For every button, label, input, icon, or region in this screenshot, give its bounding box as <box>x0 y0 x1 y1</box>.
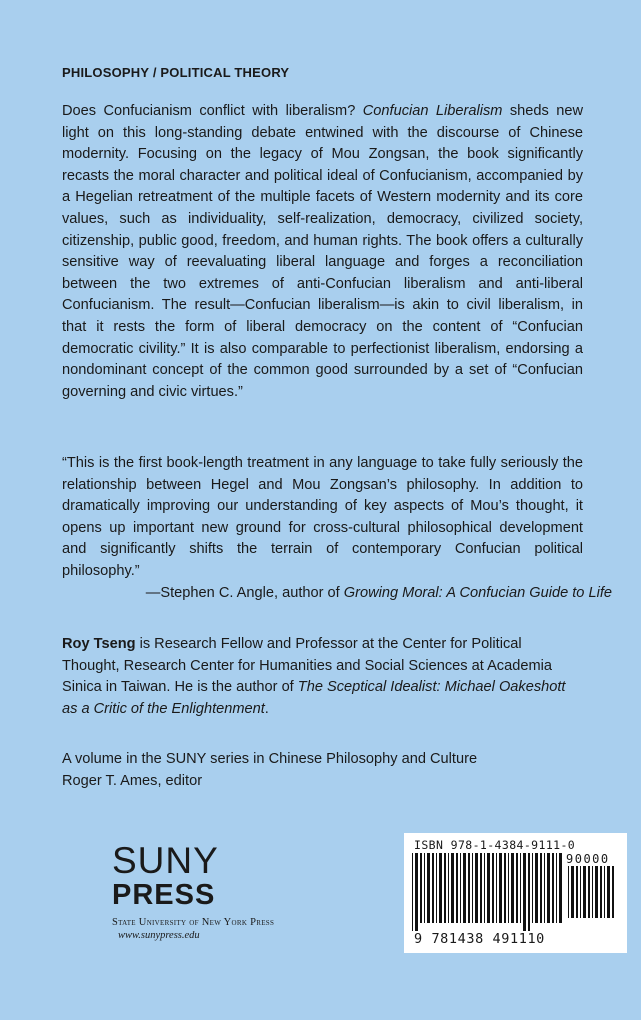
barcode-bar <box>612 866 614 918</box>
series-name: A volume in the SUNY series in Chinese Philosophy and Culture <box>62 751 478 767</box>
ean-barcode <box>412 853 564 931</box>
book-title: Confucian Liberalism <box>362 103 503 119</box>
description-text-start: Does Confucianism conflict with liberalism? <box>62 103 363 119</box>
barcode-bar <box>595 866 598 918</box>
series-editor: Roger T. Ames, editor <box>62 772 203 789</box>
barcode-bar <box>432 853 434 923</box>
price-addon-digits: 90000 <box>566 852 610 866</box>
barcode-bar <box>439 853 442 923</box>
barcode-bar <box>568 866 569 918</box>
barcode-bar <box>427 853 430 923</box>
barcode-bar <box>528 853 530 931</box>
barcode-bar <box>463 853 466 923</box>
barcode-bar <box>576 866 578 918</box>
barcode-bar <box>607 866 610 918</box>
series-info <box>62 749 583 792</box>
logo-suny-text: SUNY <box>112 840 219 881</box>
barcode-bar <box>556 853 557 923</box>
barcode-bar <box>600 866 602 918</box>
barcode-panel <box>404 833 627 953</box>
barcode-bar <box>535 853 538 923</box>
attribution-book-title: Growing Moral: A Confucian Guide to Life <box>343 585 612 601</box>
barcode-bar <box>420 853 422 923</box>
barcode-bar <box>516 853 518 923</box>
barcode-bar <box>444 853 446 923</box>
barcode-bar <box>580 866 581 918</box>
book-description <box>62 101 583 403</box>
barcode-bar <box>412 853 413 931</box>
logo-press-text: PRESS <box>112 879 216 911</box>
barcode-bar <box>508 853 509 923</box>
barcode-bar <box>592 866 593 918</box>
author-bio-end: . <box>264 700 269 717</box>
barcode-bar <box>492 853 494 923</box>
barcode-bar <box>451 853 454 923</box>
barcode-bar <box>448 853 449 923</box>
barcode-bar <box>588 866 590 918</box>
barcode-bar <box>460 853 461 923</box>
author-name: Roy Tseng <box>62 636 136 652</box>
category-label: PHILOSOPHY / POLITICAL THEORY <box>62 65 290 80</box>
addon-barcode <box>568 866 620 926</box>
barcode-bar <box>544 853 545 923</box>
barcode-bar <box>559 853 562 923</box>
barcode-bar <box>552 853 554 923</box>
barcode-bar <box>468 853 470 923</box>
endorsement-attribution <box>62 583 612 605</box>
barcode-bar <box>415 853 418 931</box>
barcode-bar <box>499 853 502 923</box>
barcode-bar <box>436 853 437 923</box>
isbn-number: ISBN 978-1-4384-9111-0 <box>414 838 576 852</box>
barcode-bar <box>511 853 514 923</box>
publisher-logo <box>112 840 312 941</box>
barcode-bar <box>472 853 473 923</box>
description-text-rest: sheds new light on this long-standing debate entwined with the discourse of Chinese modernity. Focusing on the legacy of Mou Zongsan, the book significantly recasts the moral character and political ideal of Confucianism, accompanied by a Hegelian retreatment of the multiple facets of Western modernity and its core values, such as individuality, self-realization, democracy, civilized society, citizenship, public good, freedom, and human rights. The book offers a culturally sensitive way of reevaluating liberal language and forges a reconciliation between the two extremes of anti-Confucian liberalism and anti-liberal Confucianism. The result—Confucian liberalism—is akin to civil liberalism, in that it rests the form of liberal democracy on the content of “Confucian democratic civility.” It is also comparable to perfectionist liberalism, endorsing a nondominant concept of the common good surrounded by a set of “Confucian governing and civic virtues.” <box>62 103 583 400</box>
barcode-bar <box>604 866 605 918</box>
publisher-url: www.sunypress.edu <box>118 930 200 941</box>
barcode-bar <box>475 853 478 923</box>
barcode-bar <box>547 853 550 923</box>
barcode-bar <box>523 853 526 931</box>
barcode-bar <box>571 866 574 918</box>
barcode-bar <box>424 853 425 923</box>
author-previous-book: The Sceptical Idealist: Michael Oakeshott as a Critic of the Enlightenment <box>62 679 566 717</box>
barcode-bar <box>456 853 458 923</box>
barcode-bar <box>504 853 506 923</box>
publisher-full-name: State University of New York Press <box>112 917 275 928</box>
endorsement-quote: “This is the first book-length treatment in any language to take fully seriously the relationship between Hegel and Mou Zongsan’s philosophy. In addition to dramatically improving our understanding of key aspects of Mou’s thought, it opens up important new ground for cross-cultural philosophical development and significantly shifts the terrain of contemporary Confucian political philosophy.” <box>62 455 583 579</box>
barcode-bar <box>520 853 521 923</box>
barcode-bar <box>540 853 542 923</box>
barcode-bar <box>480 853 482 923</box>
barcode-bar <box>484 853 485 923</box>
ean-digits: 9 781438 491110 <box>414 931 545 947</box>
barcode-bar <box>487 853 490 923</box>
barcode-bar <box>496 853 497 923</box>
barcode-bar <box>532 853 533 923</box>
attribution-prefix: —Stephen C. Angle, author of <box>145 585 344 601</box>
barcode-bar <box>583 866 586 918</box>
author-bio-text: is Research Fellow and Professor at the Center for Political Thought, Research Center for Humanities and Social Sciences at Academia Sinica in Taiwan. He is the author of <box>62 636 552 696</box>
author-bio <box>62 634 583 720</box>
